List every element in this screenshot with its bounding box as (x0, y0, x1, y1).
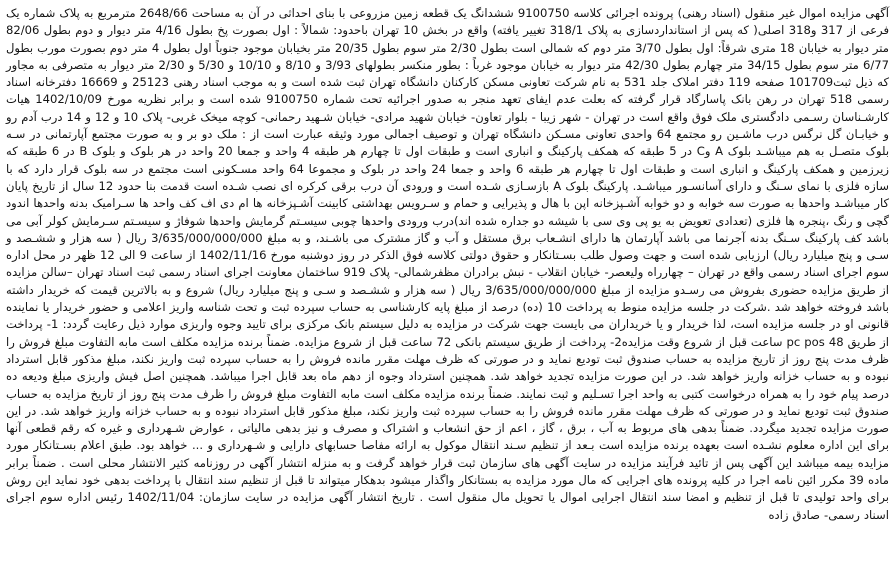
notice-body-text: آگهی مزایده اموال غیر منقول (اسناد رهنی) پرونده اجرائی کلاسه 9100750 ششدانگ یک قطعه زمین مزروعی با بنای احداثی در آن به مساحت 2648/66 مترمربع به پلاک شماره یک فرعی از 317 و318 اصلی( که پس از استانداردسازی به پلاک 318/1 تغییر یافته) واقع در بخش 10 تهران باحدود: شمالاً : اول بصورت پخ بطول 4/16 متر دیوار و دوم بطول 82/06 متر دیوار به خیابان 18 متری شرقاً: اول بطول 3/70 متر دوم که شمالی است بطول 2/30 متر سوم بطول 20/35 متر بخیابان موجود جنوباً اول بطول 4 متر دوم بصورت مورب بطول 6/77 متر سوم بطول 34/15 متر چهارم بطول 42/30 متر دیوار به خیابان موجود غرباً : بطور منکسر بطولهای 3/93 و 8/10 و 10/10 و 5/30 و 2/30 متر دیوار به متصرفی به مجاور که ذیل ثبت101709 صفحه 119 دفتر املاک جلد 531 به نام شرکت تعاونی مسکن کارکنان دانشگاه تهران ثبت شده است و به موجب اسناد رهنی 25123 و 16669 دفترخانه اسناد رسمی 518 تهران در رهن بانک پاسارگاد قرار گرفته که بعلت عدم ایفای تعهد منجر به صدور اجرائیه تحت شماره 9100750 شده است و برابر نظریه مورخ 1402/10/09 هیات کارشـناسان رسـمی دادگستری ملک فوق واقع است در تهران - شهر زیبا - بلوار تعاون- خیابان شهید مرادی- خیابان شـهید رحمانی- کوچه میخک غربی- پلاک 10 و 12 و 14 درب آدم رو و خیابـان گل نرگس درب ماشـین رو مجتمع 64 واحدی تعاونی مسـکن دانشگاه تهران و توصیف اجمالی مورد وثیقه عبارت است از : ملک دو بر و به صورت مجتمع آپارتمانی در سـه بلوک متصـل به هم میباشـد بلوک A وC در 5 طبقه که همکف پارکینگ و انباری است و طبقات اول تا چهارم هر طبقه 4 واحد و جمعا 20 واحد در هر بلوک و بلوک B در 6 طبقه که زیرزمین و همکف پارکینگ و انباری است و طبقات اول تا چهارم هر طبقه 6 واحد و جمعا 24 واحد در بلوک و مجموعا 64 واحد مسـکونی است مجتمع در سه بلوک قرار دارد که با سازه فلزی با نمای سـنگ و دارای آسانسـور میباشـد. پارکینگ بلوک A بازسـازی شـده است و ورودی آن درب برقی کرکره ای نصب شـده است قدمت بنا حدود 12 سال از تاریخ پایان کار میباشـد واحدها به صورت سه خوابه و دو خوابه آشـپزخانه اپن با هال و پذیرایی و حمام و سـرویس بهداشتی کابینت آشـپزخانه ها ام دی اف کف واحد ها سـرامیک بدنه واحدها اندود گچی و رنگ ،پنجره ها فلزی (تعدادی تعویض به یو پی وی سی با شیشه دو جداره شده اند)درب ورودی واحدها چوبی سیسـتم گرمایش واحدها شوفاژ و سیسـتم سـرمایش کولر آبی می باشد کف پارکینگ سـنگ بدنه آجرنما می باشد آپارتمان ها دارای انشـعاب برق مستقل و آب و گاز مشترک می باشـند، و به مبلغ 3/635/000/000/000 ریال ( سه هزار و ششـصد و سـی و پنج میلیارد ریال) ارزیابی شده است و جهت وصول طلب بسـتانکار و حقوق دولتی کلاسه فوق الذکر در روز دوشنبه مورخ 1402/11/16 از ساعت 9 الی 12 ظهر در محل اداره سوم اجرای اسناد رسمی واقع در تهران – چهارراه ولیعصر- خیابان انقلاب - نبش برادران مظفرشمالی- پلاک 919 ساختمان معاونت اجرای اسناد رسمی ثبت اسناد تهران –سالن مزایده از طریق مزایده حضوری بفروش می رسـدو مزایده از مبلغ 3/635/000/000/000 ریال ( سه هزار و ششـصد و سـی و پنج میلیارد ریال) شروع و به بالاترین قیمت که خریدار داشته باشد فروخته خواهد شد .شرکت در جلسه مزایده منوط به پرداخت 10 (ده) درصد از مبلغ پایه کارشناسی به حساب سپرده ثبت و تحت شناسه واریز اعلامی و حضور خریدار یا نماینده قانونی او در جلسه مزایده است، لذا خریدار و یا خریداران می بایست جهت شرکت در مزایده به دلیل سیستم بانک مرکزی برای تایید وجوه واریزی موارد ذیل رعایت گردد: 1- پرداخت از طریق pc pos 48 ساعت قبل از شروع وقت مزایده2- پرداخت از طریق سیستم بانکی 72 ساعت قبل از شروع مزایده. ضمناً برنده مزایده مکلف است مابه التفاوت مبلغ فروش را ظرف مدت پنج روز از تاریخ مزایده به حساب صندوق ثبت تودیع نماید و در صورتی که ظرف مهلت مقرر مانده فروش را به حساب سپرده ثبت واریز نکند، مبلغ مذکور قابل استرداد نبوده و به حساب خزانه واریز خواهد شد. در این صورت مزایده تجدید خواهد شد. همچنین استرداد وجوه از دهم ماه بعد قابل اجرا میباشد. همچنین اصل فیش واریزی مبلغ ودیعه ده درصد پیام خود را به همراه درخواست کتبی به واحد اجرا تسـلیم و ثبت نمایند. ضمناً برنده مزایده مکلف است مابه التفاوت مبلغ فروش را ظرف مدت پنج روز از تاریخ مزایده به حساب صندوق ثبت تودیع نماید و در صورتی که ظرف مهلت مقرر مانده فروش را به حساب سپرده ثبت واریز نکند، مبلغ مذکور قابل استرداد نبوده و به حساب خزانه واریز خواهد شد. در این صورت مزایده تجدید میگردد. ضمناً بدهی های مربوط به آب ، برق ، گاز ، اعم از حق انشعاب و اشتراک و مصرف و نیز بدهی مالیاتی ، عوارض شـهرداری و غیره که رقم قطعی آنها برای این اداره معلوم نشـده است بعهده برنده مزایده است بـعد از تنظیم سـند انتقال موکول به ارائه مفاصا حسابهای دارایی و شـهرداری و ... خواهد بود. طبق اعلام بسـتانکار مورد مزایده بیمه میباشد این آگهی پس از تائید فرآیند مزایده در سایت آگهی های سازمان ثبت قرار خواهد گرفت و به منزله انتشار آگهی در روزنامه کثیر الانتشار محلی است . ضمناً برابر ماده 39 مکرر ائین نامه اجرا در کلیه پرونده های اجرایی که مال مورد مزایده به بستانکار واگذار میشود بدهکار میتواند تا قبل از تنظیم سند انتقال با پرداخت بدهی خود نماید این روش برای واحد تولیدی تا قبل از تنظیم و امضا سند انتقال اجرایی اموال یا تحویل مال منقول است . تاریخ انتشار آگهی مزایده در سایت سازمان: 1402/11/04 رئیس اداره سوم اجرای اسناد رسمی- صادق زاده (6, 6, 890, 522)
